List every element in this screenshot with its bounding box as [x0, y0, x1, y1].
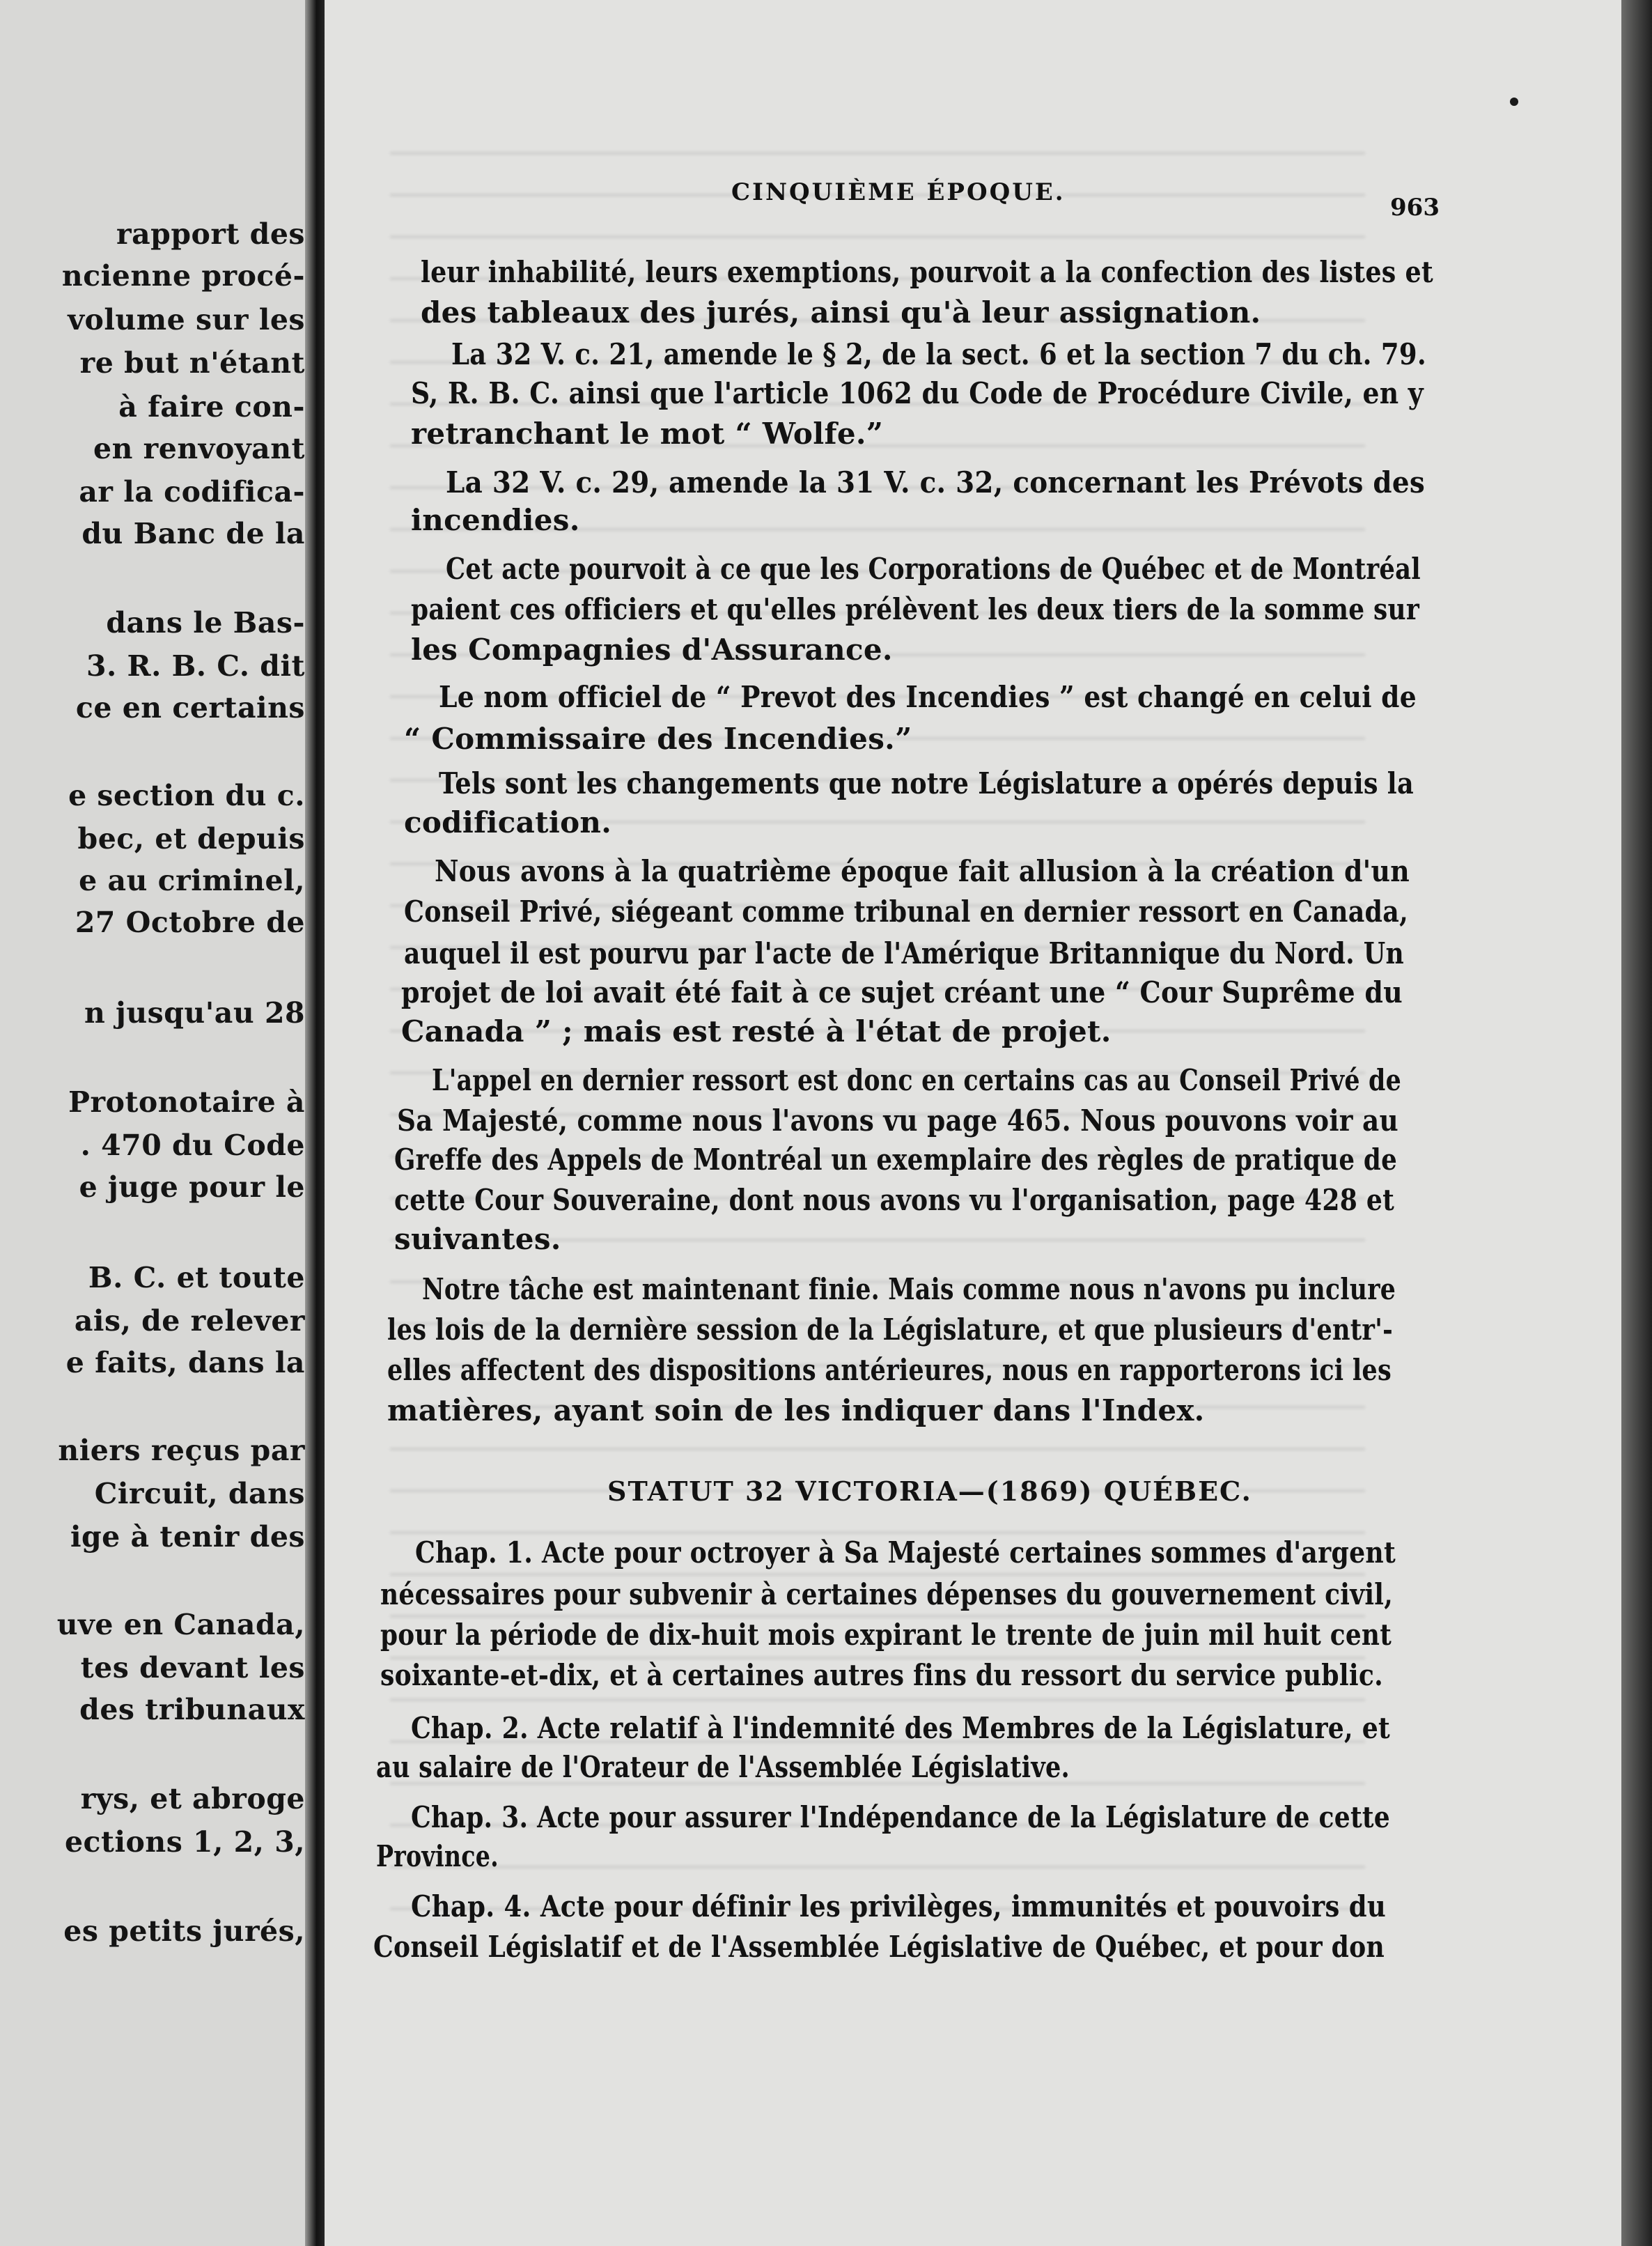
left-page-line: re but n'étant: [79, 346, 305, 380]
body-line: Greffe des Appels de Montréal un exemplaire des règles de pratique de: [394, 1143, 1397, 1177]
left-page-line: rapport des: [116, 217, 305, 251]
chapter-line: soixante-et-dix, et à certaines autres fins du ressort du service public.: [380, 1658, 1383, 1692]
body-line: Conseil Privé, siégeant comme tribunal en dernier ressort en Canada,: [404, 894, 1408, 929]
left-page-line: dans le Bas-: [106, 606, 305, 640]
body-line: projet de loi avait été fait à ce sujet créant une “ Cour Suprême du: [401, 975, 1403, 1009]
body-line: elles affectent des dispositions antérieures, nous en rapporterons ici les: [387, 1353, 1392, 1387]
left-page-line: volume sur les: [68, 303, 305, 336]
chapter-line: au salaire de l'Orateur de l'Assemblée Législative.: [376, 1750, 1070, 1784]
left-page-line: ections 1, 2, 3,: [64, 1825, 305, 1859]
running-head: CINQUIÈME ÉPOQUE.: [731, 178, 1066, 206]
body-line: Canada ” ; mais est resté à l'état de projet.: [401, 1014, 1112, 1048]
book-gutter: [305, 0, 326, 2246]
body-line: La 32 V. c. 21, amende le § 2, de la sect. 6 et la section 7 du ch. 79.: [451, 337, 1426, 371]
body-line: Nous avons à la quatrième époque fait allusion à la création d'un: [435, 854, 1410, 888]
body-line: S, R. B. C. ainsi que l'article 1062 du Code de Procédure Civile, en y: [411, 376, 1424, 410]
left-page-line: e au criminel,: [79, 864, 305, 897]
chapter-line: Conseil Législatif et de l'Assemblée Législative de Québec, et pour don: [373, 1930, 1385, 1964]
left-page-line: ige à tenir des: [70, 1520, 305, 1554]
body-line: codification.: [404, 805, 612, 839]
ink-speck: [1510, 98, 1518, 106]
body-line: Tels sont les changements que notre Législature a opérés depuis la: [439, 766, 1414, 800]
body-line: retranchant le mot “ Wolfe.”: [411, 417, 884, 451]
right-page-edge: [1621, 0, 1652, 2246]
body-line: suivantes.: [394, 1222, 561, 1256]
body-line: La 32 V. c. 29, amende la 31 V. c. 32, concernant les Prévots des: [446, 465, 1425, 499]
body-line: des tableaux des jurés, ainsi qu'à leur assignation.: [421, 295, 1261, 330]
left-page-line: 3. R. B. C. dit: [86, 649, 305, 683]
chapter-line: Chap. 2. Acte relatif à l'indemnité des Membres de la Législature, et: [411, 1711, 1390, 1745]
body-line: auquel il est pourvu par l'acte de l'Amérique Britannique du Nord. Un: [404, 936, 1404, 970]
left-page-line: des tribunaux: [79, 1693, 305, 1726]
statute-heading: STATUT 32 VICTORIA—(1869) QUÉBEC.: [607, 1476, 1252, 1507]
body-line: Cet acte pourvoit à ce que les Corporations de Québec et de Montréal: [446, 552, 1421, 586]
body-line: cette Cour Souveraine, dont nous avons vu l'organisation, page 428 et: [394, 1183, 1394, 1217]
body-line: matières, ayant soin de les indiquer dans l'Index.: [387, 1393, 1205, 1427]
left-page-fragment: [0, 0, 315, 2246]
left-page-line: rys, et abroge: [80, 1782, 305, 1815]
left-page-line: à faire con-: [118, 390, 305, 424]
body-line: les lois de la dernière session de la Législature, et que plusieurs d'entr'-: [387, 1312, 1393, 1347]
left-page-line: ais, de relever: [74, 1304, 305, 1338]
body-line: Notre tâche est maintenant finie. Mais comme nous n'avons pu inclure: [422, 1272, 1396, 1306]
body-line: les Compagnies d'Assurance.: [411, 633, 893, 667]
page-number: 963: [1390, 194, 1440, 222]
chapter-line: pour la période de dix-huit mois expirant le trente de juin mil huit cent: [380, 1618, 1392, 1652]
left-page-line: B. C. et toute: [88, 1261, 305, 1294]
left-page-line: n jusqu'au 28: [84, 996, 305, 1030]
body-line: paient ces officiers et qu'elles prélèvent les deux tiers de la somme sur: [411, 592, 1419, 626]
left-page-line: e faits, dans la: [65, 1346, 305, 1379]
body-line: L'appel en dernier ressort est donc en certains cas au Conseil Privé de: [432, 1063, 1401, 1097]
left-page-line: du Banc de la: [81, 517, 305, 550]
body-line: incendies.: [411, 503, 580, 537]
left-page-line: Circuit, dans: [94, 1477, 305, 1510]
left-page-line: en renvoyant: [93, 432, 305, 465]
chapter-line: Chap. 3. Acte pour assurer l'Indépendance de la Législature de cette: [411, 1800, 1390, 1834]
body-line: Sa Majesté, comme nous l'avons vu page 465. Nous pouvons voir au: [397, 1103, 1398, 1138]
left-page-line: es petits jurés,: [63, 1914, 305, 1948]
left-page-line: Protonotaire à: [68, 1085, 305, 1119]
chapter-line: Chap. 1. Acte pour octroyer à Sa Majesté certaines sommes d'argent: [415, 1535, 1396, 1570]
left-page-line: tes devant les: [80, 1651, 305, 1684]
chapter-line: nécessaires pour subvenir à certaines dépenses du gouvernement civil,: [380, 1577, 1393, 1611]
left-page-line: ce en certains: [75, 691, 305, 725]
left-page-line: e section du c.: [68, 779, 305, 812]
left-page-line: uve en Canada,: [56, 1608, 305, 1641]
body-line: leur inhabilité, leurs exemptions, pourvoit a la confection des listes et: [421, 255, 1433, 289]
body-line: “ Commissaire des Incendies.”: [404, 722, 912, 756]
chapter-line: Province.: [376, 1839, 499, 1873]
left-page-line: bec, et depuis: [77, 822, 305, 855]
left-page-line: e juge pour le: [79, 1170, 305, 1204]
left-page-line: ncienne procé-: [61, 259, 305, 293]
chapter-line: Chap. 4. Acte pour définir les privilèges, immunités et pouvoirs du: [411, 1889, 1386, 1923]
left-page-line: ar la codifica-: [79, 475, 305, 509]
body-line: Le nom officiel de “ Prevot des Incendies ” est changé en celui de: [439, 680, 1417, 714]
left-page-line: 27 Octobre de: [75, 906, 305, 939]
left-page-line: . 470 du Code: [80, 1129, 305, 1162]
left-page-line: niers reçus par: [58, 1434, 305, 1467]
